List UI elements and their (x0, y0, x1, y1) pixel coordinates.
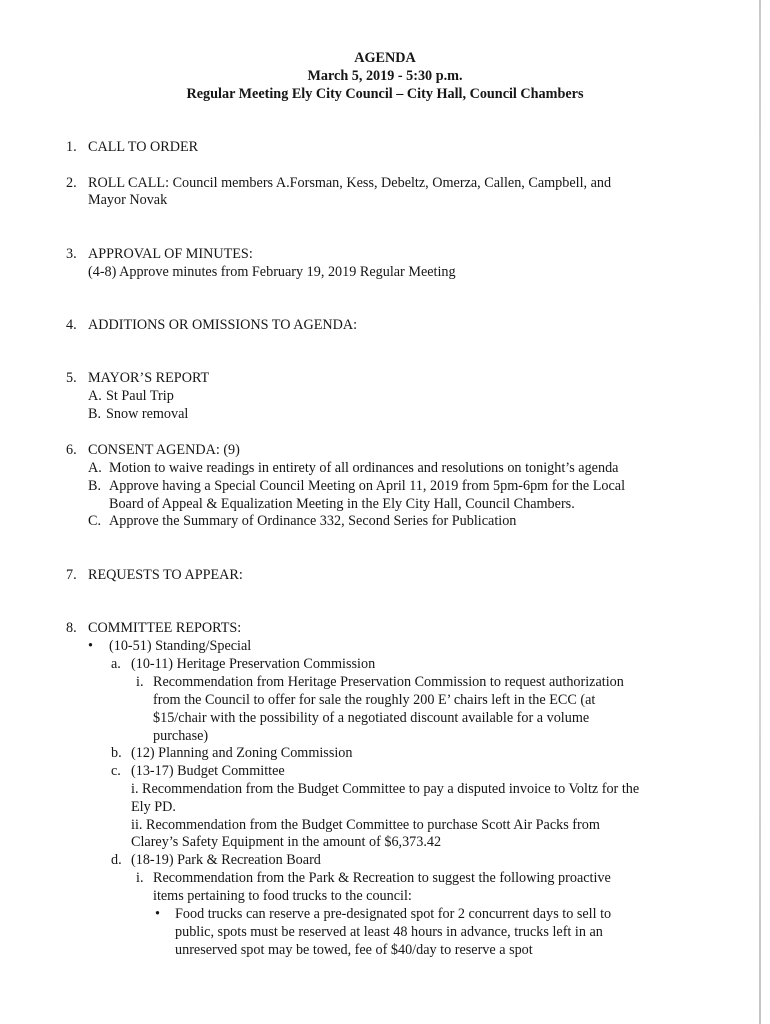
standing-special-heading: (10-51) Standing/Special (109, 638, 252, 654)
budget-recommendation-line: Clarey’s Safety Equipment in the amount of $6,373.42 (131, 834, 442, 850)
committee-label: d. (111, 852, 122, 868)
consent-item-special-meeting: Approve having a Special Council Meeting on April 11, 2019 from 5pm-6pm for the Local (109, 478, 626, 494)
scan-edge-line (759, 0, 761, 1024)
item-number: 4. (66, 317, 77, 333)
heritage-recommendation-line: purchase) (153, 728, 209, 744)
item-additions-omissions: ADDITIONS OR OMISSIONS TO AGENDA: (88, 317, 358, 333)
item-committee-reports: COMMITTEE REPORTS: (88, 620, 242, 636)
budget-recommendation-line: i. Recommendation from the Budget Committee to pay a disputed invoice to Voltz for the (131, 781, 640, 797)
consent-item-ordinance-summary: Approve the Summary of Ordinance 332, Second Series for Publication (109, 513, 517, 529)
item-number: 3. (66, 246, 77, 262)
sub-label: A. (88, 460, 102, 476)
meeting-date-time: March 5, 2019 - 5:30 p.m. (307, 68, 463, 84)
committee-label: a. (111, 656, 121, 672)
meeting-name-location: Regular Meeting Ely City Council – City Hall, Council Chambers (186, 86, 584, 102)
consent-item-special-meeting-cont: Board of Appeal & Equalization Meeting in the Ely City Hall, Council Chambers. (109, 496, 575, 512)
sub-item-st-paul-trip: St Paul Trip (106, 388, 174, 404)
item-number: 5. (66, 370, 77, 386)
sub-item-snow-removal: Snow removal (106, 406, 189, 422)
bullet-icon: • (155, 906, 160, 922)
agenda-title: AGENDA (354, 50, 416, 66)
item-mayors-report: MAYOR’S REPORT (88, 370, 210, 386)
committee-planning-zoning: (12) Planning and Zoning Commission (131, 745, 353, 761)
sub-label: A. (88, 388, 102, 404)
committee-label: b. (111, 745, 122, 761)
budget-recommendation-line: Ely PD. (131, 799, 176, 815)
recommendation-label: i. (136, 674, 144, 690)
item-number: 1. (66, 139, 77, 155)
item-approval-of-minutes: APPROVAL OF MINUTES: (88, 246, 253, 262)
heritage-recommendation-line: $15/chair with the possibility of a negotiated discount available for a volume (153, 710, 590, 726)
food-truck-item-line: unreserved spot may be towed, fee of $40/day to reserve a spot (175, 942, 533, 958)
recommendation-label: i. (136, 870, 144, 886)
item-roll-call: ROLL CALL: Council members A.Forsman, Kess, Debeltz, Omerza, Callen, Campbell, and (88, 175, 612, 191)
park-recreation-recommendation-line: items pertaining to food trucks to the council: (153, 888, 412, 904)
item-consent-agenda: CONSENT AGENDA: (9) (88, 442, 240, 458)
sub-label: C. (88, 513, 102, 529)
committee-budget: (13-17) Budget Committee (131, 763, 285, 779)
item-number: 6. (66, 442, 77, 458)
heritage-recommendation-line: Recommendation from Heritage Preservation Commission to request authorization (153, 674, 624, 690)
bullet-icon: • (88, 638, 93, 654)
consent-item-waive-readings: Motion to waive readings in entirety of all ordinances and resolutions on tonight’s agenda (109, 460, 619, 476)
committee-heritage-preservation: (10-11) Heritage Preservation Commission (131, 656, 376, 672)
park-recreation-recommendation-line: Recommendation from the Park & Recreation to suggest the following proactive (153, 870, 611, 886)
food-truck-item-line: public, spots must be reserved at least 48 hours in advance, trucks left in an (175, 924, 603, 940)
item-number: 7. (66, 567, 77, 583)
item-number: 8. (66, 620, 77, 636)
item-roll-call-cont: Mayor Novak (88, 192, 168, 208)
committee-label: c. (111, 763, 121, 779)
item-approval-of-minutes-detail: (4-8) Approve minutes from February 19, 2019 Regular Meeting (88, 264, 456, 280)
heritage-recommendation-line: from the Council to offer for sale the roughly 200 E’ chairs left in the ECC (at (153, 692, 596, 708)
item-requests-to-appear: REQUESTS TO APPEAR: (88, 567, 243, 583)
committee-park-recreation: (18-19) Park & Recreation Board (131, 852, 321, 868)
food-truck-item-line: Food trucks can reserve a pre-designated spot for 2 concurrent days to sell to (175, 906, 612, 922)
item-number: 2. (66, 175, 77, 191)
sub-label: B. (88, 478, 102, 494)
budget-recommendation-line: ii. Recommendation from the Budget Committee to purchase Scott Air Packs from (131, 817, 600, 833)
sub-label: B. (88, 406, 102, 422)
item-call-to-order: CALL TO ORDER (88, 139, 199, 155)
